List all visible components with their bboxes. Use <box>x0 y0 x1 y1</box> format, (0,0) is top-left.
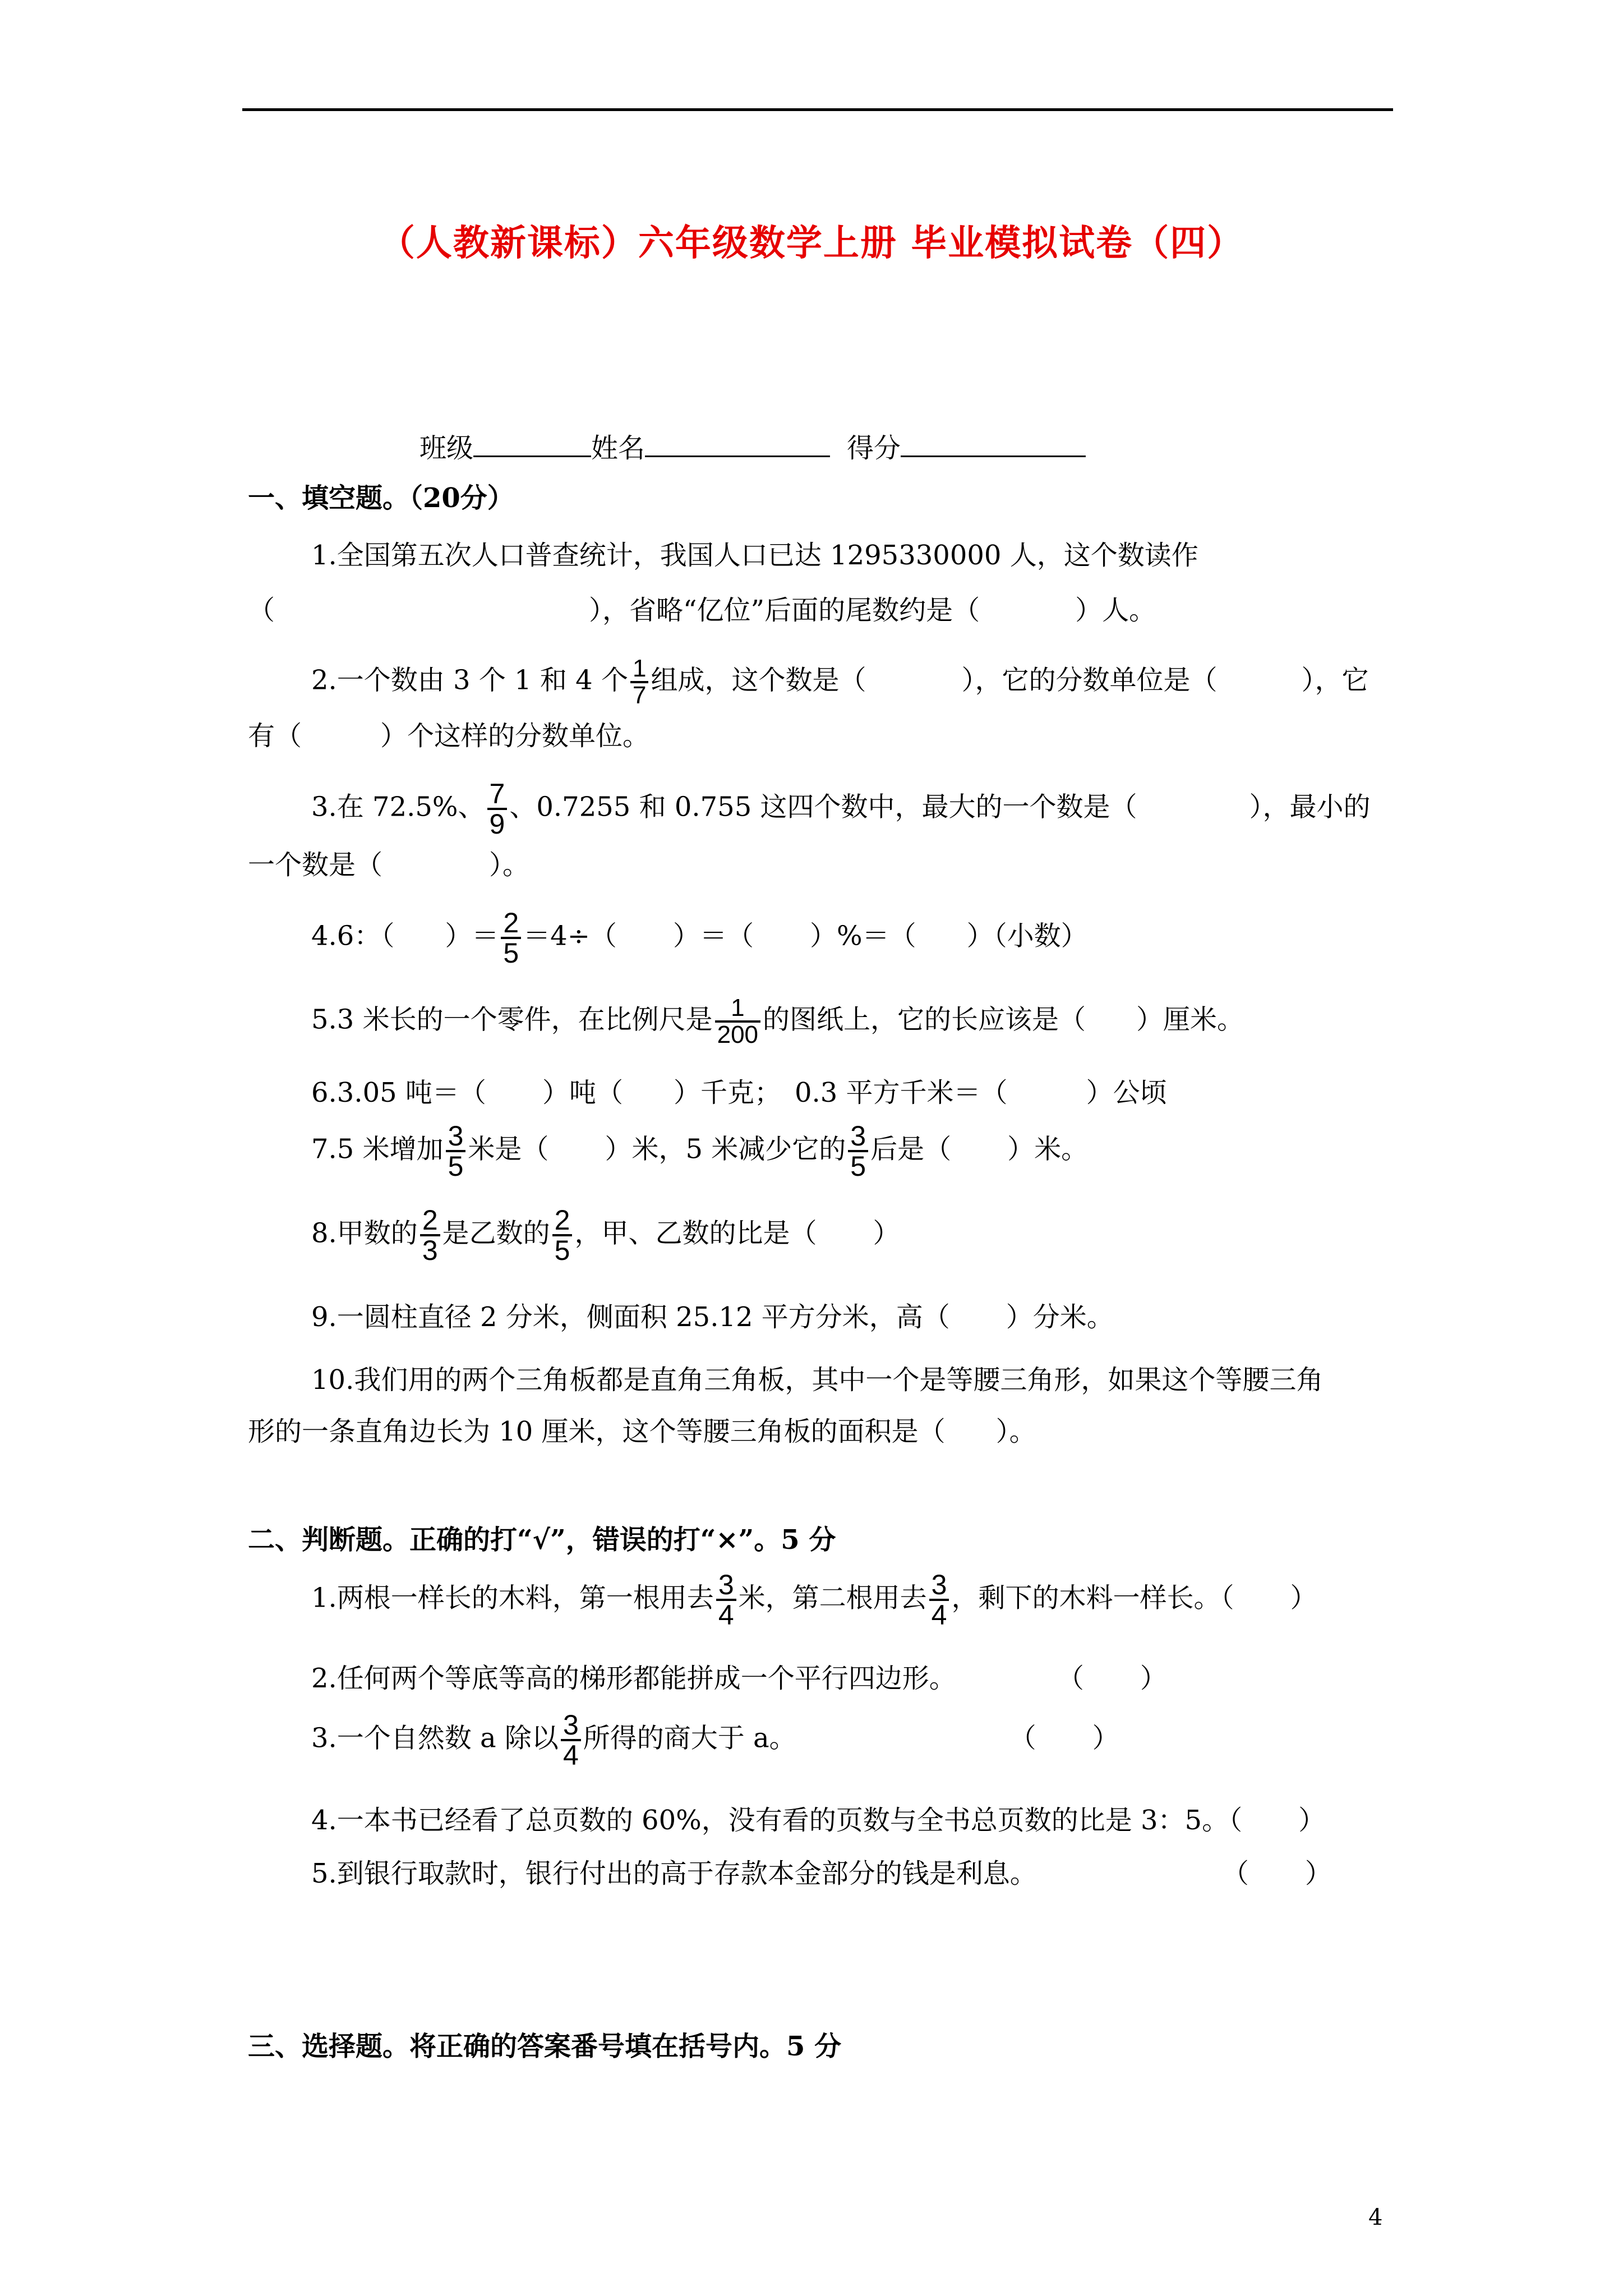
q9-line: 9.一圆柱直径 2 分米，侧面积 25.12 平方分米，高（ ）分米。 <box>311 1301 1114 1333</box>
score-blank[interactable] <box>901 431 1086 457</box>
page-number: 4 <box>1368 2205 1383 2230</box>
j5-line: 5.到银行取款时，银行付出的高于存款本金部分的钱是利息。 （ ） <box>311 1858 1332 1889</box>
fraction: $\frac{3}{5}$ <box>848 1122 868 1180</box>
q2-line2: 有（ ）个这样的分数单位。 <box>248 720 650 752</box>
fraction: $\frac{3}{4}$ <box>561 1711 581 1769</box>
fraction: $\frac{3}{4}$ <box>929 1571 949 1629</box>
q5-line: 5.3 米长的一个零件，在比例尺是 $\frac{1}{200}$ 的图纸上，它的长应该是（ ）厘米。 <box>311 994 1244 1048</box>
name-blank[interactable] <box>645 431 830 457</box>
fraction: $\frac{7}{9}$ <box>487 780 508 838</box>
q3-line1: 3.在 72.5%、 $\frac{7}{9}$ 、0.7255 和 0.755 这四个数中，最大的一个数是（ ），最小的 <box>311 778 1371 840</box>
q2-line1: 2.一个数由 3 个 1 和 4 个 $\frac{1}{7}$ 组成，这个数是（ ），它的分数单位是（ ），它 <box>311 655 1369 709</box>
top-rule <box>242 108 1393 111</box>
q7-line: 7.5 米增加 $\frac{3}{5}$ 米是（ ）米，5 米减少它的 $\frac{3}{5}$ 后是（ ）米。 <box>311 1120 1089 1182</box>
student-info-line <box>419 431 1086 465</box>
fraction: $\frac{2}{5}$ <box>552 1206 573 1264</box>
j3-line: 3.一个自然数 a 除以 $\frac{3}{4}$ 所得的商大于 a。 （ ） <box>311 1709 1119 1771</box>
fraction: $\frac{3}{4}$ <box>716 1571 736 1629</box>
exam-title: （人教新课标）六年级数学上册 毕业模拟试卷（四） <box>379 222 1244 264</box>
section-choice-heading: 三、选择题。将正确的答案番号填在括号内。5 分 <box>248 2031 842 2062</box>
q6-line: 6.3.05 吨＝（ ）吨（ ）千克； 0.3 平方千米＝（ ）公顷 <box>311 1077 1167 1108</box>
fraction: $\frac{2}{5}$ <box>501 909 521 967</box>
name-label: 姓名 <box>591 432 645 464</box>
j2-line: 2.任何两个等底等高的梯形都能拼成一个平行四边形。 （ ） <box>311 1663 1167 1694</box>
j4-line: 4.一本书已经看了总页数的 60%，没有看的页数与全书总页数的比是 3：5。（ ） <box>311 1805 1326 1836</box>
fraction: $\frac{3}{5}$ <box>446 1122 466 1180</box>
score-label: 得分 <box>847 432 901 464</box>
class-label: 班级 <box>419 432 474 464</box>
j1-line: 1.两根一样长的木料，第一根用去 $\frac{3}{4}$ 米，第二根用去 $\frac{3}{4}$ ，剩下的木料一样长。（ ） <box>311 1569 1317 1631</box>
fraction: $\frac{1}{7}$ <box>630 656 648 708</box>
fraction: $\frac{2}{3}$ <box>420 1206 440 1264</box>
q8-line: 8.甲数的 $\frac{2}{3}$ 是乙数的 $\frac{2}{5}$ ，甲、乙数的比是（ ） <box>311 1204 900 1266</box>
q10-line1: 10.我们用的两个三角板都是直角三角板，其中一个是等腰三角形，如果这个等腰三角 <box>311 1364 1324 1396</box>
q1-line1: 1.全国第五次人口普查统计，我国人口已达 1295330000 人，这个数读作 <box>311 540 1198 571</box>
section-judge-heading: 二、判断题。正确的打“√”，错误的打“×”。5 分 <box>248 1524 836 1556</box>
q3-line2: 一个数是（ ）。 <box>248 849 530 881</box>
class-blank[interactable] <box>473 431 591 457</box>
q4-line: 4.6：（ ）＝ $\frac{2}{5}$ ＝4÷（ ）＝（ ）%＝（ ）（小数） <box>311 907 1088 969</box>
fraction: $\frac{1}{200}$ <box>715 996 760 1047</box>
q1-line2: （ ），省略“亿位”后面的尾数约是（ ）人。 <box>248 595 1156 626</box>
q10-line2: 形的一条直角边长为 10 厘米，这个等腰三角板的面积是（ ）。 <box>248 1416 1036 1447</box>
section-fill-blank-heading: 一、填空题。（20分） <box>248 482 514 514</box>
